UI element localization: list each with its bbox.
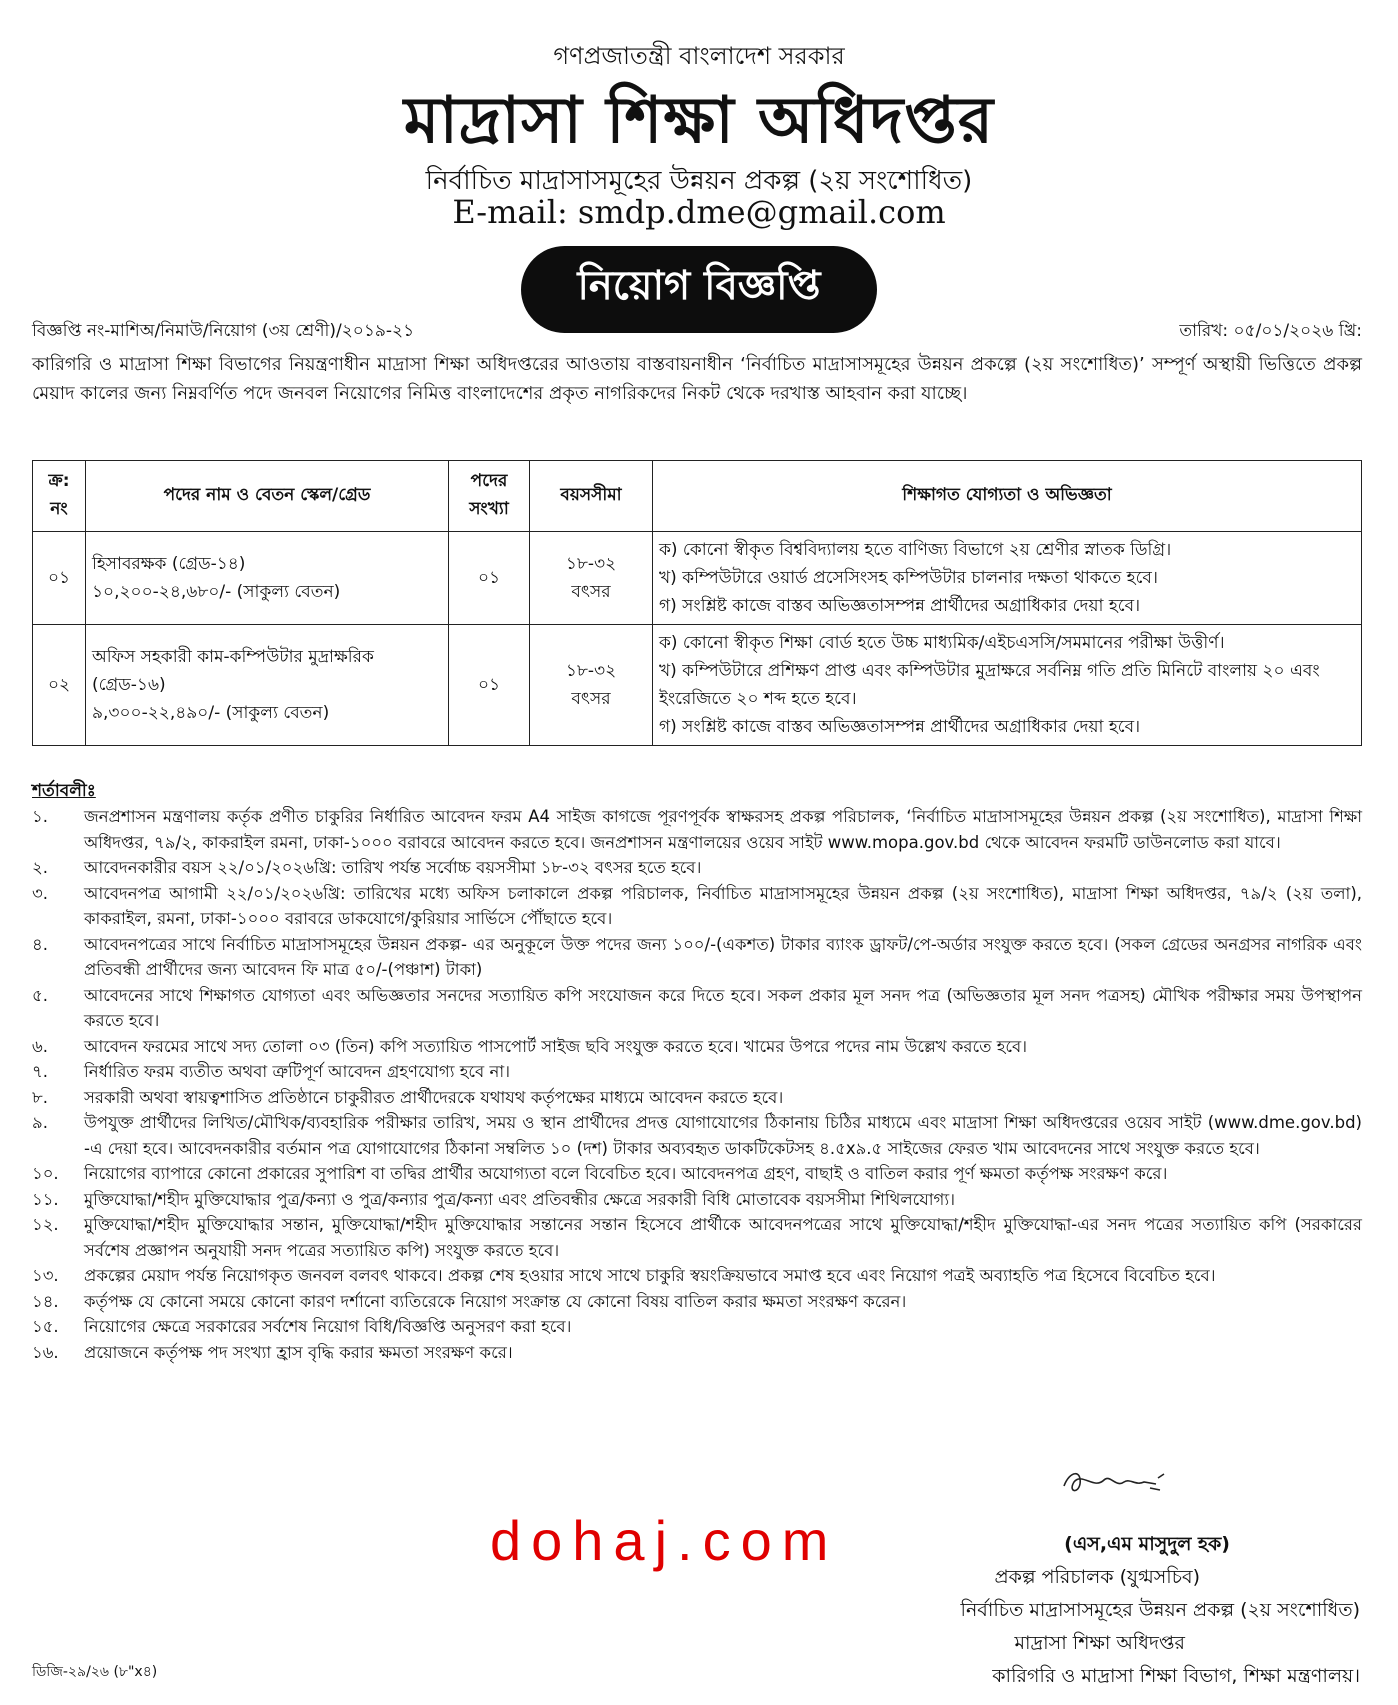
terms-list [32, 804, 1362, 1365]
term-text: উপযুক্ত প্রার্থীদের লিখিত/মৌখিক/ব্যবহারিক পরীক্ষার তারিখ, সময় ও স্থান প্রার্থীদের প্রদত্ত যোগাযোগের ঠিকানায় চিঠির মাধ্যমে এবং মাদ্রাসা শিক্ষা অধিদপ্তরের ওয়েব সাইট (www.dme.gov.bd) -এ দেয়া হবে। আবেদনকারীর বর্তমান পত্র যোগাযোগের ঠিকানা সম্বলিত ১০ (দশ) টাকার অব্যবহৃত ডাকটিকেটসহ ৪.৫x৯.৫ সাইজের ফেরত খাম আবেদনের সাথে সংযুক্ত করতে হবে। [84, 1113, 1362, 1158]
term-item [32, 932, 1362, 983]
term-text: আবেদনকারীর বয়স ২২/০১/২০২৬খ্রি: তারিখ পর্যন্ত সর্বোচ্চ বয়সসীমা ১৮-৩২ বৎসর হতে হবে। [84, 858, 702, 877]
row-post [86, 532, 449, 625]
term-text: নিয়োগের ব্যাপারে কোনো প্রকারের সুপারিশ বা তদ্বির প্রার্থীর অযোগ্যতা বলে বিবেচিত হবে। আবেদনপত্র গ্রহণ, বাছাই ও বাতিল করার পূর্ণ ক্ষমতা কর্তৃপক্ষ সংরক্ষণ করে। [84, 1164, 1168, 1183]
term-text: কর্তৃপক্ষ যে কোনো সময়ে কোনো কারণ দর্শানো ব্যতিরেকে নিয়োগ সংক্রান্ত যে কোনো বিষয় বাতিল করার ক্ষমতা সংরক্ষণ করেন। [84, 1291, 907, 1311]
header-age: বয়সসীমা [530, 461, 653, 532]
reference-number: বিজ্ঞপ্তি নং-মাশিঅ/নিমাউ/নিয়োগ (৩য় শ্রেণী)/২০১৯-২১ [32, 321, 415, 341]
row-count: ০১ [449, 625, 530, 746]
term-number: ৭. [32, 1062, 48, 1081]
qualification-item: ক) কোনো স্বীকৃত শিক্ষা বোর্ড হতে উচ্চ মাধ্যমিক/এইচএসসি/সমমানের পরীক্ষা উত্তীর্ণ। [659, 633, 1225, 653]
term-text: নিয়োগের ক্ষেত্রে সরকারের সর্বশেষ নিয়োগ বিধি/বিজ্ঞপ্তি অনুসরণ করা হবে। [84, 1317, 572, 1336]
term-number: ১. [32, 807, 48, 826]
row-count: ০১ [449, 532, 530, 625]
header-post: পদের নাম ও বেতন স্কেল/গ্রেড [86, 461, 449, 532]
qualification-item: খ) কম্পিউটারে ওয়ার্ড প্রসেসিংসহ কম্পিউটার চালনার দক্ষতা থাকতে হবে। [659, 568, 1158, 588]
government-name: গণপ্রজাতন্ত্রী বাংলাদেশ সরকার [553, 42, 845, 70]
row-age [530, 625, 653, 746]
row-age [530, 532, 653, 625]
term-number: ৪. [32, 934, 48, 954]
term-text: আবেদনপত্র আগামী ২২/০১/২০২৬খ্রি: তারিখের মধ্যে অফিস চলাকালে প্রকল্প পরিচালক, নির্বাচিত মাদ্রাসাসমূহের উন্নয়ন প্রকল্প (২য় সংশোধিত), মাদ্রাসা শিক্ষা অধিদপ্তর, ৭৯/২ (২য় তলা), কাকরাইল, রমনা, ঢাকা-১০০০ বরাবরে ডাকযোগে/কুরিয়ার সার্ভিসে পৌঁছাতে হবে। [84, 883, 1362, 928]
term-text: মুক্তিযোদ্ধা/শহীদ মুক্তিযোদ্ধার সন্তান, মুক্তিযোদ্ধা/শহীদ মুক্তিযোদ্ধার সন্তানের সন্তান হিসেবে প্রার্থীকে আবেদনপত্রের সাথে মুক্তিযোদ্ধা/শহীদ মুক্তিযোদ্ধা-এর সনদ পত্রের সত্যায়িত কপি (সরকারের সর্বশেষ প্রজ্ঞাপন অনুযায়ী সনদ পত্রের সত্যায়িত কপি) সংযুক্ত করতে হবে। [84, 1215, 1362, 1260]
header-serial: ক্র: নং [33, 461, 86, 532]
notice-date: তারিখ: ০৫/০১/২০২৬ খ্রি: [1179, 321, 1362, 341]
term-text: সরকারী অথবা স্বায়ত্বশাসিত প্রতিষ্ঠানে চাকুরীরত প্রার্থীদেরকে যথাযথ কর্তৃপক্ষের মাধ্যমে আবেদন করতে হবে। [84, 1087, 784, 1107]
term-text: আবেদনপত্রের সাথে নির্বাচিত মাদ্রাসাসমূহের উন্নয়ন প্রকল্প- এর অনুকূলে উক্ত পদের জন্য ১০০/-(একশত) টাকার ব্যাংক ড্রাফট/পে-অর্ডার সংযুক্ত করতে হবে। (সকল গ্রেডের অনগ্রসর নাগরিক এবং প্রতিবন্ধী প্রার্থীদের জন্য আবেদন ফি মাত্র ৫০/-(পঞ্চাশ) টাকা) [84, 934, 1362, 979]
header-qualification: শিক্ষাগত যোগ্যতা ও অভিজ্ঞতা [653, 461, 1362, 532]
header-count: পদের সংখ্যা [449, 461, 530, 532]
email-address: E-mail: smdp.dme@gmail.com [452, 193, 946, 231]
row-qualification [653, 625, 1362, 746]
row-qualification [653, 532, 1362, 625]
reference-line [32, 318, 1362, 346]
term-number: ৮. [32, 1087, 48, 1107]
term-item [32, 1314, 1362, 1340]
signatory-project: নির্বাচিত মাদ্রাসাসমূহের উন্নয়ন প্রকল্প (২য় সংশোধিত) [960, 1599, 1360, 1621]
term-item [32, 1110, 1362, 1161]
age-unit: বৎসর [571, 582, 611, 602]
term-text: নির্ধারিত ফরম ব্যতীত অথবা ত্রুটিপূর্ণ আবেদন গ্রহণযোগ্য হবে না। [84, 1062, 511, 1081]
intro-paragraph: কারিগরি ও মাদ্রাসা শিক্ষা বিভাগের নিয়ন্ত্রণাধীন মাদ্রাসা শিক্ষা অধিদপ্তরের আওতায় বাস্তবায়নাধীন ‘নির্বাচিত মাদ্রাসাসমূহের উন্নয়ন প্রকল্পে (২য় সংশোধিত)’ সম্পূর্ণ অস্থায়ী ভিত্তিতে প্রকল্প মেয়াদ কালের জন্য নিম্নবর্ণিত পদে জনবল নিয়োগের নিমিত্ত বাংলাদেশের প্রকৃত নাগরিকদের নিকট থেকে দরখাস্ত আহবান করা যাচ্ছে। [32, 354, 1362, 404]
term-text: জনপ্রশাসন মন্ত্রণালয় কর্তৃক প্রণীত চাকুরির নির্ধারিত আবেদন ফরম A4 সাইজ কাগজে পূরণপূর্বক স্বাক্ষরসহ প্রকল্প পরিচালক, ‘নির্বাচিত মাদ্রাসাসমূহের উন্নয়ন প্রকল্প (২য় সংশোধিত), মাদ্রাসা শিক্ষা অধিদপ্তর, ৭৯/২, কাকরাইল রমনা, ঢাকা-১০০০ বরাবরে আবেদন করতে হবে। জনপ্রশাসন মন্ত্রণালয়ের ওয়েব সাইট www.mopa.gov.bd থেকে আবেদন ফরমটি ডাউনলোড করা যাবে। [84, 807, 1362, 852]
post-name: হিসাবরক্ষক (গ্রেড-১৪) [92, 554, 246, 574]
qualification-item: ক) কোনো স্বীকৃত বিশ্ববিদ্যালয় হতে বাণিজ্য বিভাগে ২য় শ্রেণীর স্নাতক ডিগ্রি। [659, 540, 1172, 560]
term-number: ৬. [32, 1036, 48, 1056]
term-item [32, 1212, 1362, 1263]
term-item [32, 881, 1362, 932]
post-scale: ৯,৩০০-২২,৪৯০/- (সাকুল্য বেতন) [92, 703, 330, 723]
signatory-block [800, 1528, 1360, 1693]
term-item [32, 804, 1362, 855]
dg-number: ডিজি-২৯/২৬ (৮"x৪) [32, 1664, 158, 1680]
term-item [32, 1034, 1362, 1060]
signatory-office: মাদ্রাসা শিক্ষা অধিদপ্তর [1014, 1632, 1185, 1654]
term-number: ২. [32, 858, 48, 877]
term-item [32, 1187, 1362, 1213]
term-number: ১৩. [32, 1266, 59, 1285]
job-table [32, 460, 1362, 746]
term-number: ১১. [32, 1189, 59, 1209]
qualification-item: গ) সংশ্লিষ্ট কাজে বাস্তব অভিজ্ঞতাসম্পন্ন প্রার্থীদের অগ্রাধিকার দেয়া হবে। [659, 596, 1141, 616]
term-text: আবেদনের সাথে শিক্ষাগত যোগ্যতা এবং অভিজ্ঞতার সনদের সত্যায়িত কপি সংযোজন করে দিতে হবে। সকল প্রকার মূল সনদ পত্র (অভিজ্ঞতার মূল সনদ পত্রসহ) মৌখিক পরীক্ষার সময় উপস্থাপন করতে হবে। [84, 985, 1362, 1030]
watermark-text: dohaj.com [490, 1509, 839, 1572]
table-row [33, 625, 1362, 746]
term-text: আবেদন ফরমের সাথে সদ্য তোলা ০৩ (তিন) কপি সত্যায়িত পাসপোর্ট সাইজ ছবি সংযুক্ত করতে হবে। খামের উপরে পদের নাম উল্লেখ করতে হবে। [84, 1036, 1028, 1056]
term-number: ১৪. [32, 1291, 59, 1311]
signatory-designation: প্রকল্প পরিচালক (যুগ্মসচিব) [994, 1566, 1200, 1588]
department-name: মাদ্রাসা শিক্ষা অধিদপ্তর [403, 84, 995, 158]
project-name: নির্বাচিত মাদ্রাসাসমূহের উন্নয়ন প্রকল্প (২য় সংশোধিত) [425, 166, 973, 196]
term-number: ১৬. [32, 1342, 59, 1362]
row-serial: ০১ [33, 532, 86, 625]
age-range: ১৮-৩২ [565, 554, 617, 574]
signature-mark [1060, 1464, 1170, 1500]
term-item [32, 1161, 1362, 1187]
post-name: অফিস সহকারী কাম-কম্পিউটার মুদ্রাক্ষরিক (গ্রেড-১৬) [92, 647, 374, 695]
term-item [32, 1289, 1362, 1315]
age-unit: বৎসর [571, 689, 611, 709]
term-item [32, 983, 1362, 1034]
age-range: ১৮-৩২ [565, 661, 617, 681]
term-number: ১৫. [32, 1317, 59, 1336]
term-number: ৫. [32, 985, 48, 1005]
term-item [32, 1263, 1362, 1289]
term-item [32, 1059, 1362, 1085]
term-number: ১০. [32, 1164, 59, 1183]
term-number: ৩. [32, 883, 48, 903]
term-item [32, 1340, 1362, 1366]
term-text: মুক্তিযোদ্ধা/শহীদ মুক্তিযোদ্ধার পুত্র/কন্যা ও পুত্র/কন্যার পুত্র/কন্যা এবং প্রতিবন্ধীর ক্ষেত্রে সরকারী বিধি মোতাবেক বয়সসীমা শিথিলযোগ্য। [84, 1189, 956, 1209]
row-post [86, 625, 449, 746]
signatory-division: কারিগরি ও মাদ্রাসা শিক্ষা বিভাগ, শিক্ষা মন্ত্রণালয়। [992, 1665, 1360, 1687]
term-number: ৯. [32, 1113, 48, 1132]
term-item [32, 1085, 1362, 1111]
row-serial: ০২ [33, 625, 86, 746]
qualification-item: গ) সংশ্লিষ্ট কাজে বাস্তব অভিজ্ঞতাসম্পন্ন প্রার্থীদের অগ্রাধিকার দেয়া হবে। [659, 717, 1141, 737]
term-text: প্রকল্পের মেয়াদ পর্যন্ত নিয়োগকৃত জনবল বলবৎ থাকবে। প্রকল্প শেষ হওয়ার সাথে সাথে চাকুরি স্বয়ংক্রিয়ভাবে সমাপ্ত হবে এবং নিয়োগ পত্রই অব্যাহতি পত্র হিসেবে বিবেচিত হবে। [84, 1266, 1216, 1285]
qualification-item: খ) কম্পিউটারে প্রশিক্ষণ প্রাপ্ত এবং কম্পিউটার মুদ্রাক্ষরে সর্বনিম্ন গতি প্রতি মিনিটে বাংলায় ২০ এবং ইংরেজিতে ২০ শব্দ হতে হবে। [659, 661, 1320, 709]
post-scale: ১০,২০০-২৪,৬৮০/- (সাকুল্য বেতন) [92, 582, 341, 602]
signatory-name: (এস,এম মাসুদুল হক) [1064, 1533, 1230, 1555]
notice-title: নিয়োগ বিজ্ঞপ্তি [521, 246, 876, 333]
term-text: প্রয়োজনে কর্তৃপক্ষ পদ সংখ্যা হ্রাস বৃদ্ধি করার ক্ষমতা সংরক্ষণ করে। [84, 1342, 513, 1362]
table-row [33, 532, 1362, 625]
table-header-row [33, 461, 1362, 532]
term-number: ১২. [32, 1215, 59, 1234]
term-item [32, 855, 1362, 881]
terms-heading: শর্তাবলীঃ [32, 781, 96, 801]
